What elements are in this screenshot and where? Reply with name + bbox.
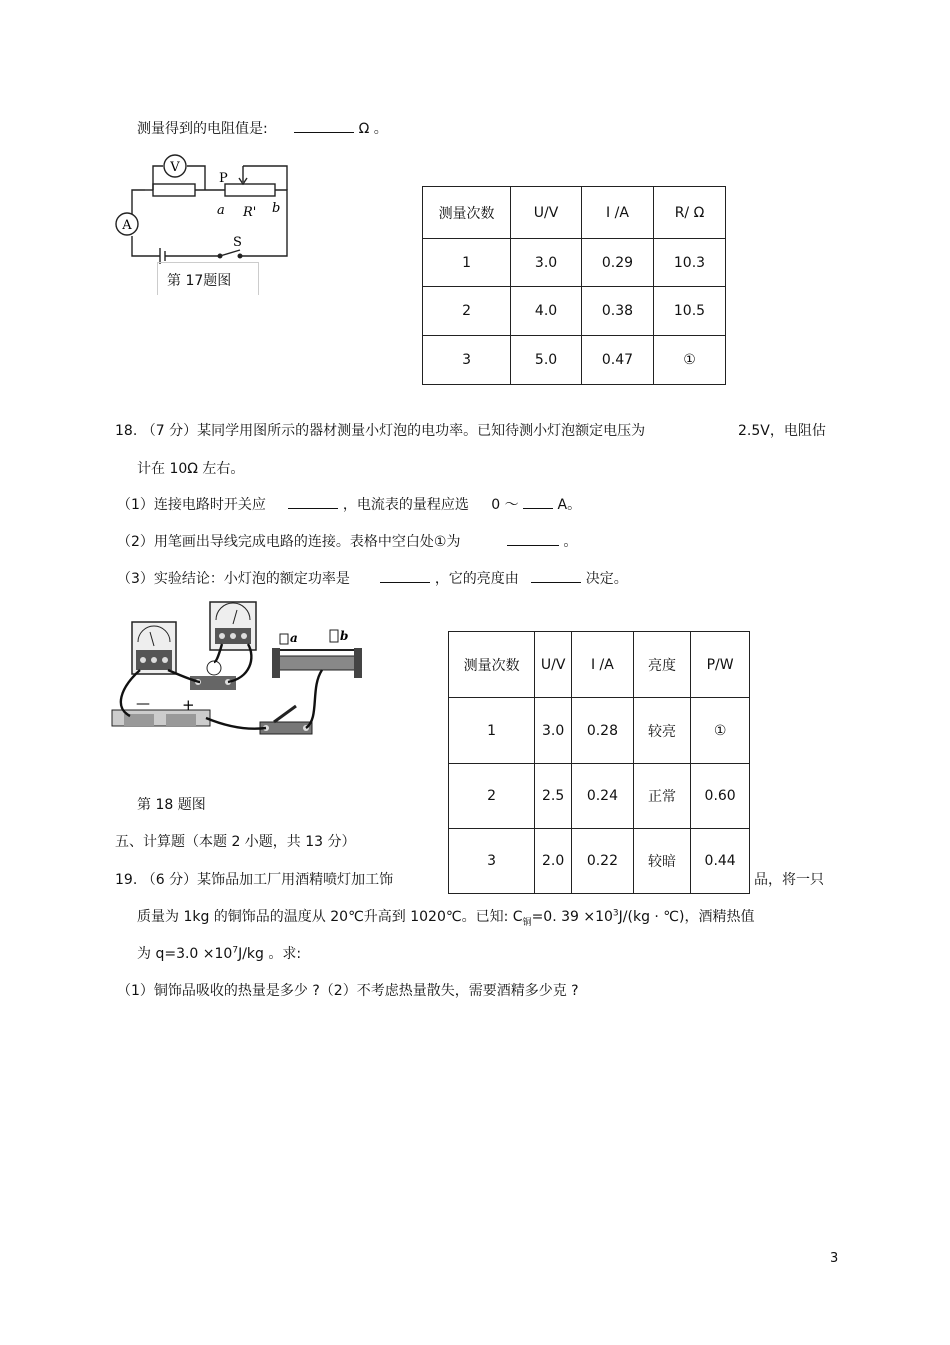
table-cell: 0.47: [581, 336, 653, 385]
table-header-cell: I /A: [572, 632, 634, 698]
q19-stem-line2: 质量为 1kg 的铜饰品的温度从 20℃升高到 1020℃。已知: C: [137, 909, 523, 925]
q19-subscript: 铜: [522, 917, 532, 928]
table-cell: 4.0: [511, 287, 582, 336]
table-cell: 0.28: [572, 698, 634, 764]
table-cell: ①: [653, 336, 725, 385]
table-cell: 较亮: [633, 698, 691, 764]
q19-stem-line1: 19. （6 分）某饰品加工厂用酒精喷灯加工饰: [115, 872, 394, 888]
table-cell: 0.38: [581, 287, 653, 336]
answer-blank: [531, 582, 581, 583]
q19-superscript: 7: [232, 945, 239, 956]
table-row: [449, 698, 750, 764]
q18-sub1-text: （1）连接电路时开关应: [117, 497, 266, 513]
table-cell: 3: [423, 336, 511, 385]
table-header-row: [423, 187, 726, 239]
terminal-a-label: a: [290, 631, 298, 645]
ammeter-label: A: [122, 218, 132, 233]
table-header-cell: U/V: [535, 632, 572, 698]
table-cell: 0.29: [581, 239, 653, 287]
table-cell: 2.5: [535, 764, 572, 829]
q18-sub1-text: 0 ～: [491, 497, 519, 513]
caption-box-divider: [157, 262, 259, 295]
table-header-cell: P/W: [691, 632, 750, 698]
table-header-cell: 测量次数: [449, 632, 535, 698]
q17-resistance-text: 测量得到的电阻值是:: [137, 121, 268, 137]
q18-figure-caption: 第 18 题图: [137, 797, 206, 813]
table-row: [449, 829, 750, 894]
q17-figure-caption: 第 17题图: [167, 273, 232, 289]
table-row: [423, 287, 726, 336]
table-header-cell: U/V: [511, 187, 582, 239]
table-cell: ①: [691, 698, 750, 764]
table-cell: 正常: [633, 764, 691, 829]
q18-sub3-text: 决定。: [585, 571, 628, 587]
table-cell: 10.5: [653, 287, 725, 336]
switch-s-label: S: [233, 235, 242, 250]
answer-blank: [294, 132, 354, 133]
q18-sub3-text: （3）实验结论：小灯泡的额定功率是: [117, 571, 350, 587]
table-header-row: [449, 632, 750, 698]
plus-sign: +: [182, 696, 195, 714]
q19-stem-line1-end: 品，将一只: [754, 872, 824, 888]
q18-sub2-text: （2）用笔画出导线完成电路的连接。表格中空白处①为: [117, 534, 461, 550]
q17-data-table: [422, 186, 726, 385]
table-cell: 2: [449, 764, 535, 829]
q19-stem-line3: J/kg 。求:: [238, 946, 302, 962]
table-cell: 10.3: [653, 239, 725, 287]
q18-stem-line1-end: 2.5V，电阻估: [738, 423, 826, 439]
table-row: [423, 336, 726, 385]
answer-blank: [288, 508, 338, 509]
q18-sub3-text: ，它的亮度由: [434, 571, 519, 587]
q18-stem-line2: 计在 10Ω 左右。: [137, 461, 245, 477]
answer-blank: [380, 582, 430, 583]
table-cell: 3: [449, 829, 535, 894]
table-row: [449, 764, 750, 829]
rheostat-r-label: R': [243, 205, 257, 220]
q18-sub2-text: 。: [563, 534, 578, 550]
q19-superscript: 3: [612, 908, 619, 919]
table-cell: 5.0: [511, 336, 582, 385]
q19-questions: （1）铜饰品吸收的热量是多少 ?（2）不考虑热量散失，需要酒精多少克 ?: [117, 983, 579, 999]
q18-equipment-figure: [110, 598, 370, 748]
table-cell: 2.0: [535, 829, 572, 894]
table-cell: 1: [449, 698, 535, 764]
table-cell: 3.0: [511, 239, 582, 287]
q18-sub1-text: A。: [557, 497, 582, 513]
section-title: 五、计算题（本题 2 小题，共 13 分）: [115, 834, 356, 850]
page-number: 3: [830, 1251, 839, 1266]
q19-stem-line2: =0. 39 ×10: [531, 909, 613, 925]
q18-sub1-text: ，电流表的量程应选: [342, 497, 469, 513]
voltmeter-label: V: [170, 160, 180, 175]
table-cell: 0.24: [572, 764, 634, 829]
table-cell: 0.44: [691, 829, 750, 894]
answer-blank: [507, 545, 559, 546]
minus-sign: —: [136, 696, 150, 712]
table-cell: 较暗: [633, 829, 691, 894]
terminal-a-label: a: [217, 203, 225, 218]
q18-data-table: [448, 631, 750, 894]
table-cell: 0.22: [572, 829, 634, 894]
table-cell: 0.60: [691, 764, 750, 829]
table-header-cell: 测量次数: [423, 187, 511, 239]
table-row: [423, 239, 726, 287]
answer-blank: [523, 508, 553, 509]
terminal-b-label: b: [272, 201, 281, 216]
table-cell: 2: [423, 287, 511, 336]
q18-stem-line1: 18. （7 分）某同学用图所示的器材测量小灯泡的电功率。已知待测小灯泡额定电压为: [115, 423, 646, 439]
table-header-cell: I /A: [581, 187, 653, 239]
table-cell: 3.0: [535, 698, 572, 764]
q17-resistance-unit: Ω 。: [358, 121, 388, 137]
terminal-b-label: b: [340, 629, 349, 643]
q19-stem-line3: 为 q=3.0 ×10: [137, 946, 233, 962]
q19-stem-line2: J/(kg · ℃)，酒精热值: [618, 909, 755, 925]
table-header-cell: R/ Ω: [653, 187, 725, 239]
table-cell: 1: [423, 239, 511, 287]
slider-p-label: P: [219, 171, 228, 186]
table-header-cell: 亮度: [633, 632, 691, 698]
